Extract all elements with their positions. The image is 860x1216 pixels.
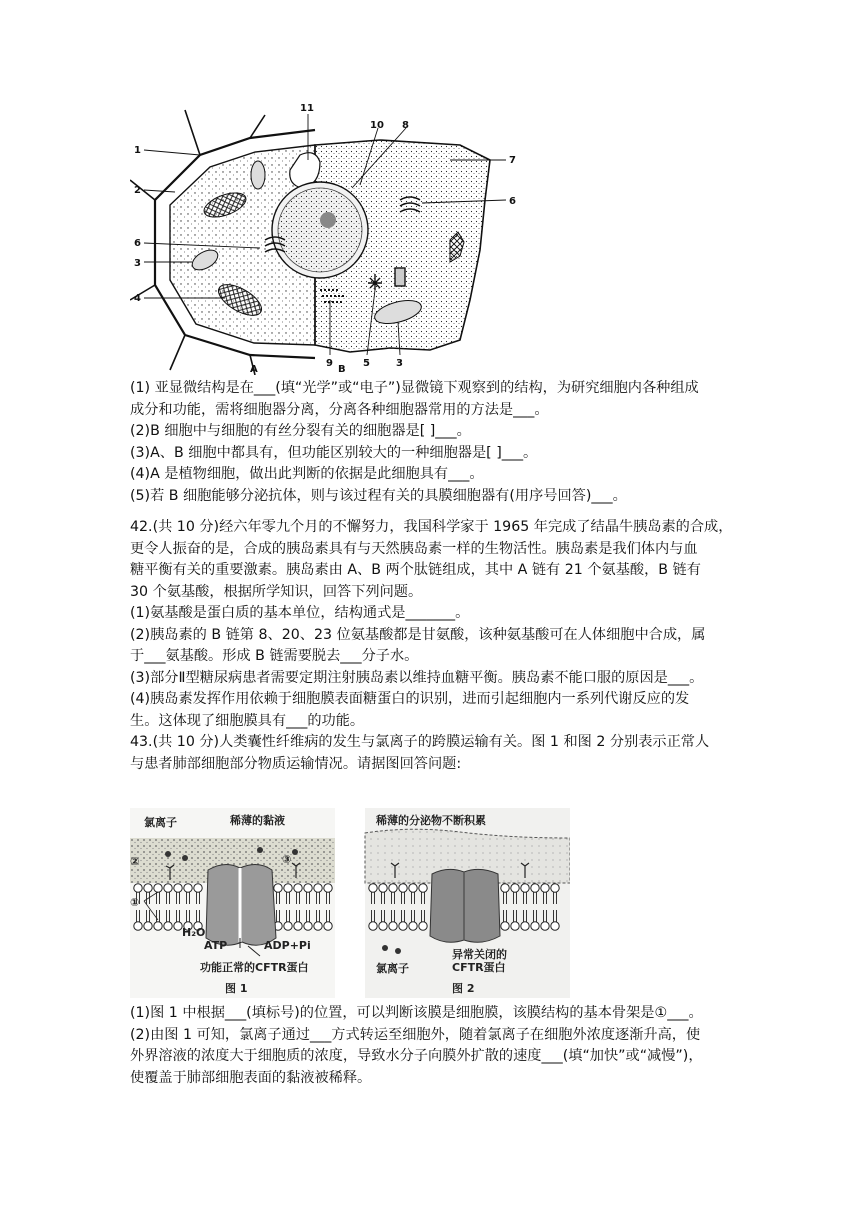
q42-line: (3)部分Ⅱ型糖尿病患者需要定期注射胰岛素以维持血糖平衡。胰岛素不能口服的原因是___。	[130, 669, 704, 686]
fig1-cftr-label: 功能正常的CFTR蛋白	[200, 961, 309, 974]
label-3b: 3	[396, 358, 403, 369]
q41-line: (3)A、B 细胞中都具有，但功能区别较大的一种细胞器是[ ]___。	[130, 444, 538, 461]
membrane-transport-figure	[130, 808, 570, 998]
figure-2	[365, 808, 570, 998]
fig1-label-2: ②	[130, 855, 140, 868]
q43-line: (2)由图 1 可知，氯离子通过___方式转运至细胞外，随着氯离子在细胞外浓度逐渐升高，使	[130, 1026, 701, 1043]
fig1-mucus-label: 稀薄的黏液	[230, 814, 285, 827]
fig1-label-1: ①	[130, 896, 140, 909]
q42-line: 30 个氨基酸，根据所学知识，回答下列问题。	[130, 583, 423, 600]
panel-a-label: A	[250, 364, 258, 375]
fig1-atp-label: ATP	[204, 939, 228, 952]
label-6a: 6	[134, 238, 141, 249]
q42-line: (2)胰岛素的 B 链第 8、20、23 位氨基酸都是甘氨酸，该种氨基酸可在人体细胞中合成，属	[130, 626, 706, 643]
q42-line: 生。这体现了细胞膜具有___的功能。	[130, 712, 365, 729]
q42-line: (4)胰岛素发挥作用依赖于细胞膜表面糖蛋白的识别，进而引起细胞内一系列代谢反应的发	[130, 691, 690, 707]
q41-line: (4)A 是植物细胞，做出此判断的依据是此细胞具有___。	[130, 466, 484, 482]
q41-line: 成分和功能，需将细胞器分离，分离各种细胞器常用的方法是___。	[130, 401, 549, 418]
fig2-caption: 图 2	[452, 982, 475, 995]
q43-line: 外界溶液的浓度大于细胞质的浓度，导致水分子向膜外扩散的速度___(填“加快”或“减慢”)，	[130, 1048, 703, 1064]
cftr-protein-closed	[430, 869, 500, 942]
label-4: 4	[134, 293, 141, 304]
fig1-water-label: H₂O	[182, 926, 206, 939]
label-7: 7	[509, 155, 516, 166]
label-5: 5	[363, 358, 370, 369]
q42-line: (1)氨基酸是蛋白质的基本单位，结构通式是_______。	[130, 605, 470, 621]
figure-1	[130, 808, 335, 998]
q42-line: 糖平衡有关的重要激素。胰岛素由 A、B 两个肽链组成，其中 A 链有 21 个氨基酸，B 链有	[130, 562, 701, 578]
fig1-label-3: ③	[282, 853, 292, 866]
fig2-cftr-label: CFTR蛋白	[452, 961, 506, 974]
label-6b: 6	[509, 196, 516, 207]
label-3a: 3	[134, 258, 141, 269]
question-41	[130, 378, 742, 507]
q42-line: 更令人振奋的是，合成的胰岛素具有与天然胰岛素一样的生物活性。胰岛素是我们体内与血	[130, 540, 698, 557]
q43-line: 使覆盖于肺部细胞表面的黏液被稀释。	[130, 1069, 372, 1086]
q43-line: (1)图 1 中根据___(填标号)的位置，可以判断该膜是细胞膜，该膜结构的基本骨架是①___。	[130, 1005, 703, 1021]
label-8: 8	[402, 120, 409, 131]
q43-intro-line: 与患者肺部细胞部分物质运输情况。请据图回答问题:	[130, 755, 462, 772]
q41-line: (2)B 细胞中与细胞的有丝分裂有关的细胞器是[ ]___。	[130, 423, 471, 439]
label-2: 2	[134, 185, 141, 196]
question-43	[130, 1003, 742, 1089]
fig2-abnormal-label: 异常关闭的	[452, 948, 507, 961]
label-10: 10	[370, 120, 384, 131]
question-42	[130, 517, 742, 775]
q41-line: (1) 亚显微结构是在___(填“光学”或“电子”)显微镜下观察到的结构，为研究细胞内各种组成	[130, 380, 699, 396]
fig2-secretion-label: 稀薄的分泌物不断积累	[376, 814, 486, 827]
q43-intro-line: 43.(共 10 分)人类囊性纤维病的发生与氯离子的跨膜运输有关。图 1 和图 2 分别表示正常人	[130, 734, 710, 750]
cell-structure-diagram	[130, 100, 530, 375]
label-1: 1	[134, 145, 141, 156]
panel-b-label: B	[338, 364, 346, 375]
label-9: 9	[326, 358, 333, 369]
q42-line: 于___氨基酸。形成 B 链需要脱去___分子水。	[130, 648, 419, 664]
fig2-chloride-label: 氯离子	[376, 962, 409, 975]
q41-line: (5)若 B 细胞能够分泌抗体，则与该过程有关的具膜细胞器有(用序号回答)___。	[130, 487, 627, 504]
fig1-adp-label: ADP+Pi	[264, 939, 311, 952]
q42-line: 42.(共 10 分)经六年零九个月的不懈努力，我国科学家于 1965 年完成了结晶牛胰岛素的合成，	[130, 519, 733, 535]
fig1-caption: 图 1	[225, 982, 248, 995]
label-11: 11	[300, 103, 314, 114]
fig1-chloride-label: 氯离子	[144, 816, 177, 829]
